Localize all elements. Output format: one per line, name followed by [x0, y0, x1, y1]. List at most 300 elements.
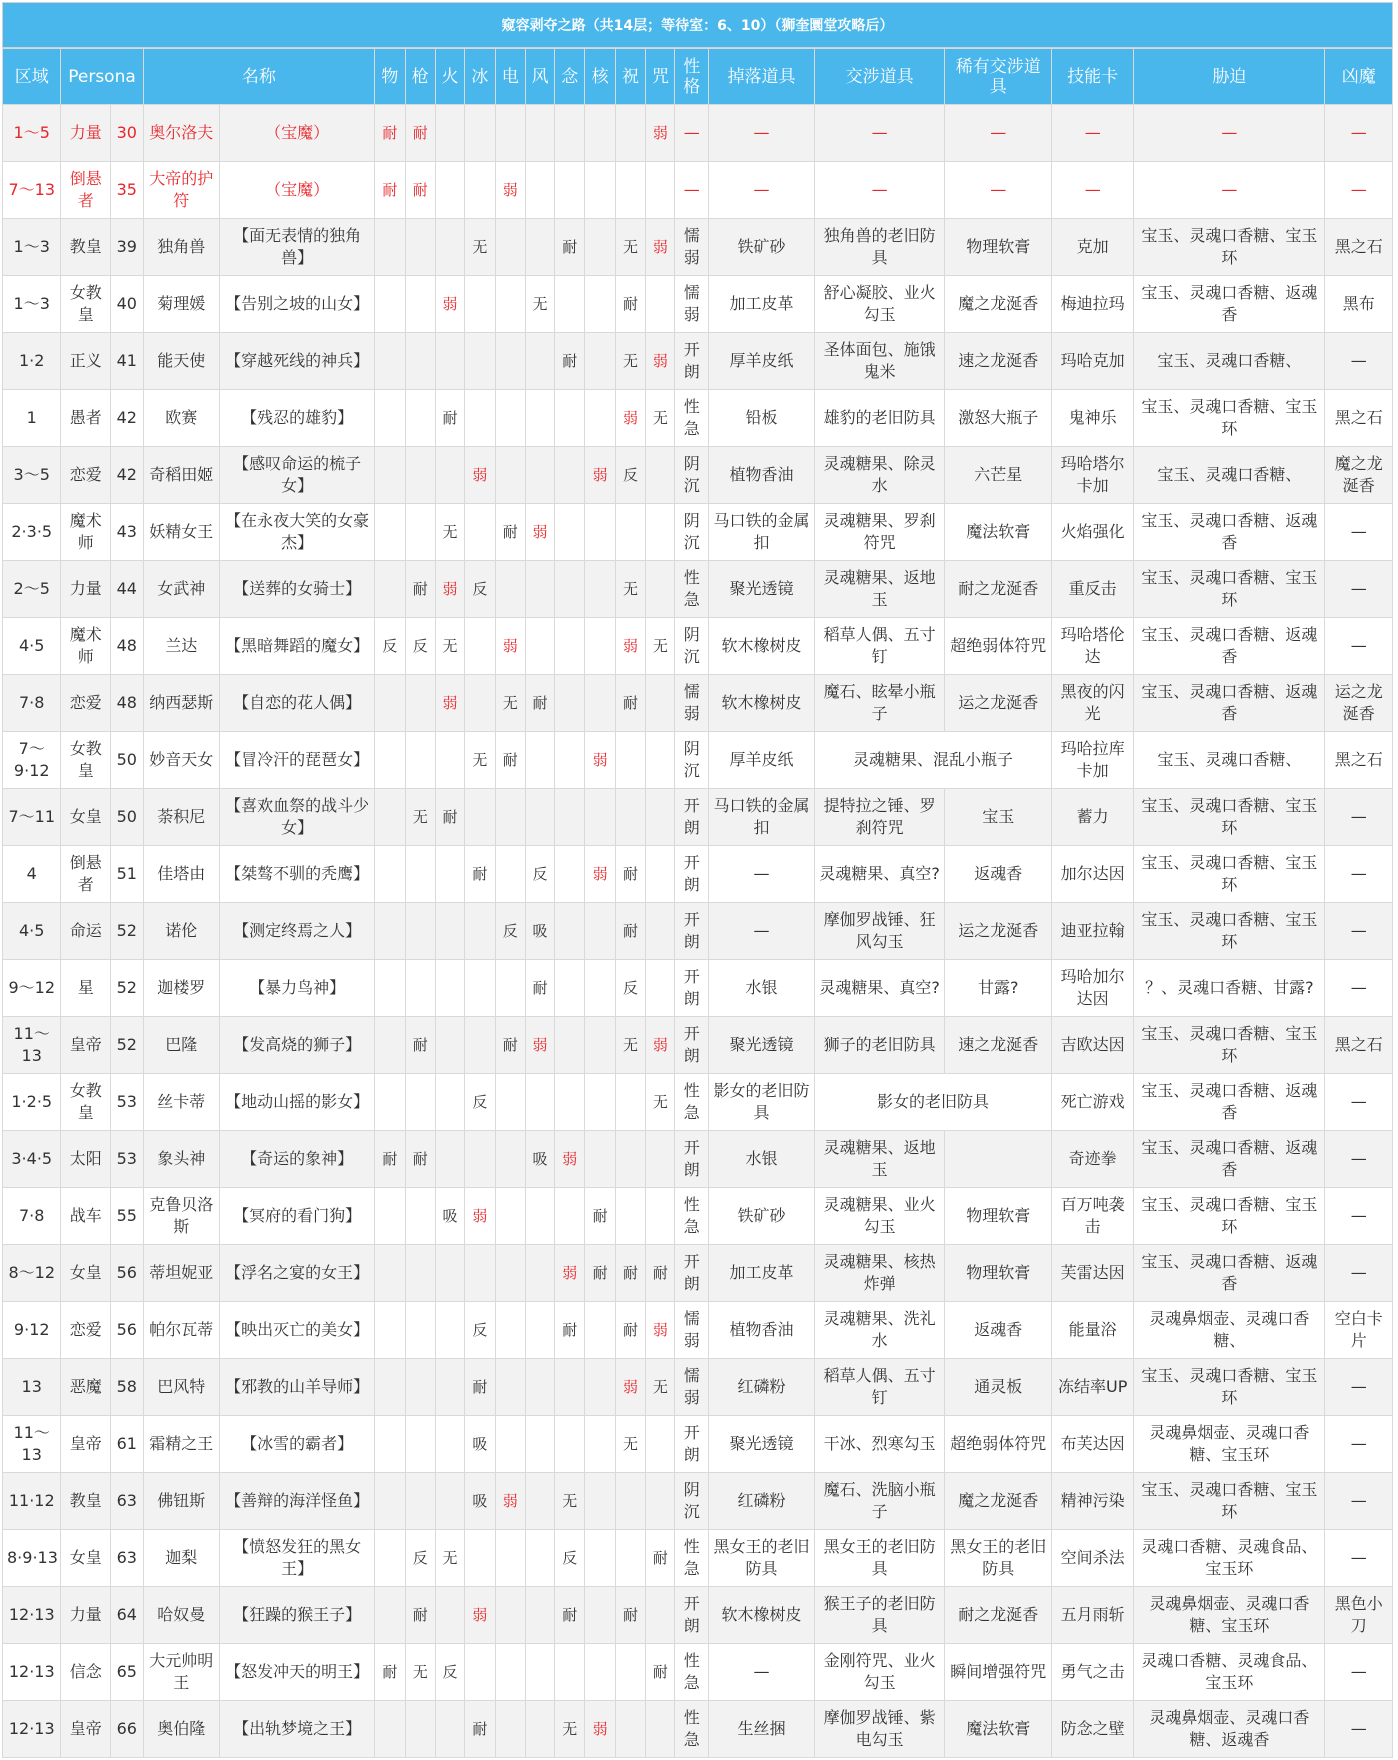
cell-drop: — [709, 162, 815, 219]
cell-wind [525, 1644, 554, 1701]
cell-demon: — [1325, 1416, 1393, 1473]
cell-area: 12·13 [3, 1587, 61, 1644]
cell-persona: 蒂坦妮亚 [143, 1245, 219, 1302]
cell-persona: 妖精女王 [143, 504, 219, 561]
cell-threat: 灵魂鼻烟壶、灵魂口香糖、返魂香 [1134, 1701, 1325, 1758]
cell-arcana: 魔术师 [61, 618, 110, 675]
cell-temper: 懦弱 [675, 675, 709, 732]
cell-phys [375, 1701, 405, 1758]
cell-ice [465, 789, 495, 846]
cell-skill: 黑夜的闪光 [1052, 675, 1134, 732]
cell-demon: — [1325, 162, 1393, 219]
cell-fire [435, 846, 464, 903]
cell-drop: — [709, 903, 815, 960]
cell-arcana: 倒悬者 [61, 846, 110, 903]
cell-elec [495, 105, 525, 162]
cell-level: 56 [110, 1302, 143, 1359]
cell-threat: 宝玉、灵魂口香糖、返魂香 [1134, 618, 1325, 675]
cell-gun [405, 447, 435, 504]
cell-drop: 影女的老旧防具 [709, 1074, 815, 1131]
cell-temper: 性急 [675, 1530, 709, 1587]
cell-rare: — [945, 162, 1052, 219]
cell-temper: 开朗 [675, 333, 709, 390]
cell-threat: 宝玉、灵魂口香糖、 [1134, 333, 1325, 390]
cell-phys [375, 846, 405, 903]
cell-nuke [585, 162, 615, 219]
cell-psy [555, 1644, 585, 1701]
cell-psy [555, 789, 585, 846]
cell-level: 58 [110, 1359, 143, 1416]
cell-ice [465, 960, 495, 1017]
cell-arcana: 皇帝 [61, 1701, 110, 1758]
cell-psy [555, 675, 585, 732]
cell-ice: 反 [465, 561, 495, 618]
cell-phys [375, 276, 405, 333]
cell-name: 【喜欢血祭的战斗少女】 [220, 789, 375, 846]
cell-nuke [585, 789, 615, 846]
cell-nuke [585, 504, 615, 561]
cell-elec [495, 276, 525, 333]
cell-arcana: 正义 [61, 333, 110, 390]
cell-nego: 灵魂糖果、混乱小瓶子 [814, 732, 1051, 789]
cell-skill: 死亡游戏 [1052, 1074, 1134, 1131]
cell-rare: 速之龙涎香 [945, 1017, 1052, 1074]
cell-gun [405, 333, 435, 390]
cell-psy [555, 1188, 585, 1245]
cell-temper: 懦弱 [675, 219, 709, 276]
cell-demon: — [1325, 846, 1393, 903]
cell-level: 61 [110, 1416, 143, 1473]
cell-level: 63 [110, 1473, 143, 1530]
cell-persona: 诺伦 [143, 903, 219, 960]
cell-demon: — [1325, 1074, 1393, 1131]
cell-persona: 能天使 [143, 333, 219, 390]
cell-phys [375, 1188, 405, 1245]
cell-rare: 超绝弱体符咒 [945, 618, 1052, 675]
cell-name: 【映出灭亡的美女】 [220, 1302, 375, 1359]
cell-nego: 灵魂糖果、返地玉 [814, 561, 944, 618]
cell-name: 【怒发冲天的明王】 [220, 1644, 375, 1701]
cell-demon: — [1325, 1245, 1393, 1302]
cell-rare: 物理软膏 [945, 219, 1052, 276]
cell-name: 【穿越死线的神兵】 [220, 333, 375, 390]
cell-level: 53 [110, 1074, 143, 1131]
cell-persona: 女武神 [143, 561, 219, 618]
cell-demon: — [1325, 960, 1393, 1017]
table-row [3, 333, 1393, 390]
cell-arcana: 教皇 [61, 219, 110, 276]
cell-skill: 勇气之击 [1052, 1644, 1134, 1701]
cell-bless: 耐 [615, 903, 645, 960]
cell-demon: 黑之石 [1325, 390, 1393, 447]
cell-persona: 象头神 [143, 1131, 219, 1188]
cell-elec: 无 [495, 675, 525, 732]
table-row [3, 105, 1393, 162]
cell-fire [435, 1017, 464, 1074]
cell-curse: 弱 [646, 105, 675, 162]
cell-wind [525, 1359, 554, 1416]
cell-persona: 迦楼罗 [143, 960, 219, 1017]
cell-curse [646, 960, 675, 1017]
cell-rare: 魔之龙涎香 [945, 1473, 1052, 1530]
cell-level: 50 [110, 732, 143, 789]
cell-fire [435, 1131, 464, 1188]
cell-threat: — [1134, 162, 1325, 219]
cell-rare: — [945, 105, 1052, 162]
cell-drop: 水银 [709, 960, 815, 1017]
cell-persona: 奥尔洛夫 [143, 105, 219, 162]
cell-drop: 加工皮革 [709, 276, 815, 333]
cell-ice [465, 903, 495, 960]
cell-name: 【在永夜大笑的女豪杰】 [220, 504, 375, 561]
header-name: 名称 [143, 49, 375, 105]
cell-wind [525, 789, 554, 846]
cell-name: （宝魔） [220, 105, 375, 162]
cell-level: 66 [110, 1701, 143, 1758]
cell-temper: 性急 [675, 1188, 709, 1245]
cell-nego: 雄豹的老旧防具 [814, 390, 944, 447]
cell-temper: 开朗 [675, 1131, 709, 1188]
cell-rare: 激怒大瓶子 [945, 390, 1052, 447]
cell-elec: 耐 [495, 732, 525, 789]
cell-nuke [585, 1017, 615, 1074]
cell-area: 1·2·5 [3, 1074, 61, 1131]
cell-nego: 舒心凝胶、业火勾玉 [814, 276, 944, 333]
cell-psy: 弱 [555, 1245, 585, 1302]
cell-temper: 性急 [675, 1701, 709, 1758]
cell-phys [375, 903, 405, 960]
cell-threat: 宝玉、灵魂口香糖、返魂香 [1134, 276, 1325, 333]
cell-ice [465, 618, 495, 675]
cell-drop: 铁矿砂 [709, 1188, 815, 1245]
cell-threat: 宝玉、灵魂口香糖、 [1134, 732, 1325, 789]
cell-skill: 玛哈克加 [1052, 333, 1134, 390]
cell-area: 1～3 [3, 276, 61, 333]
cell-elec [495, 960, 525, 1017]
header-psy: 念 [555, 49, 585, 105]
cell-skill: 芙雷达因 [1052, 1245, 1134, 1302]
cell-nuke [585, 219, 615, 276]
table-row [3, 219, 1393, 276]
cell-ice [465, 1530, 495, 1587]
cell-temper: 开朗 [675, 1587, 709, 1644]
cell-fire: 无 [435, 618, 464, 675]
cell-arcana: 魔术师 [61, 504, 110, 561]
cell-temper: 开朗 [675, 846, 709, 903]
cell-psy [555, 561, 585, 618]
cell-elec [495, 1701, 525, 1758]
cell-area: 8～12 [3, 1245, 61, 1302]
cell-gun [405, 1701, 435, 1758]
cell-curse [646, 846, 675, 903]
cell-demon: 空白卡片 [1325, 1302, 1393, 1359]
cell-fire [435, 1359, 464, 1416]
cell-gun [405, 1245, 435, 1302]
cell-skill: 重反击 [1052, 561, 1134, 618]
cell-persona: 大帝的护符 [143, 162, 219, 219]
cell-fire [435, 732, 464, 789]
cell-bless: 耐 [615, 276, 645, 333]
cell-ice [465, 162, 495, 219]
cell-skill: 鬼神乐 [1052, 390, 1134, 447]
cell-drop: 铁矿砂 [709, 219, 815, 276]
cell-ice: 吸 [465, 1473, 495, 1530]
cell-gun: 反 [405, 1530, 435, 1587]
cell-level: 48 [110, 675, 143, 732]
cell-drop: 黑女王的老旧防具 [709, 1530, 815, 1587]
cell-temper: 阴沉 [675, 618, 709, 675]
cell-wind [525, 1416, 554, 1473]
cell-arcana: 皇帝 [61, 1416, 110, 1473]
cell-ice: 反 [465, 1302, 495, 1359]
cell-level: 41 [110, 333, 143, 390]
cell-nuke [585, 1473, 615, 1530]
cell-curse [646, 675, 675, 732]
cell-curse [646, 1473, 675, 1530]
cell-temper: 阴沉 [675, 732, 709, 789]
cell-psy: 无 [555, 1473, 585, 1530]
cell-arcana: 女教皇 [61, 276, 110, 333]
header-elec: 电 [495, 49, 525, 105]
cell-wind [525, 1473, 554, 1530]
cell-area: 1～5 [3, 105, 61, 162]
cell-bless: 反 [615, 447, 645, 504]
cell-drop: 马口铁的金属扣 [709, 504, 815, 561]
cell-nego: 灵魂糖果、真空? [814, 960, 944, 1017]
cell-bless: 弱 [615, 618, 645, 675]
cell-curse [646, 903, 675, 960]
cell-temper: 开朗 [675, 1245, 709, 1302]
cell-psy: 耐 [555, 1587, 585, 1644]
cell-drop: 植物香油 [709, 1302, 815, 1359]
cell-temper: — [675, 105, 709, 162]
cell-psy [555, 504, 585, 561]
cell-phys [375, 219, 405, 276]
cell-area: 11～13 [3, 1416, 61, 1473]
cell-nuke [585, 675, 615, 732]
cell-phys [375, 1017, 405, 1074]
cell-ice: 弱 [465, 1587, 495, 1644]
cell-persona: 霜精之王 [143, 1416, 219, 1473]
cell-bless: 弱 [615, 1359, 645, 1416]
cell-curse: 耐 [646, 1245, 675, 1302]
cell-rare: 黑女王的老旧防具 [945, 1530, 1052, 1587]
cell-curse: 无 [646, 618, 675, 675]
cell-fire [435, 960, 464, 1017]
cell-level: 56 [110, 1245, 143, 1302]
cell-ice [465, 390, 495, 447]
cell-curse [646, 1587, 675, 1644]
cell-arcana: 力量 [61, 561, 110, 618]
cell-drop: 聚光透镜 [709, 1017, 815, 1074]
cell-ice: 无 [465, 219, 495, 276]
cell-curse [646, 276, 675, 333]
cell-demon: — [1325, 903, 1393, 960]
cell-nego: 猴王子的老旧防具 [814, 1587, 944, 1644]
header-ice: 冰 [465, 49, 495, 105]
cell-elec: 反 [495, 903, 525, 960]
cell-name: 【告别之坡的山女】 [220, 276, 375, 333]
cell-area: 1～3 [3, 219, 61, 276]
cell-nego: 金刚符咒、业火勾玉 [814, 1644, 944, 1701]
cell-bless: 耐 [615, 1302, 645, 1359]
page [2, 2, 1393, 1758]
cell-threat: 宝玉、灵魂口香糖、返魂香 [1134, 675, 1325, 732]
cell-arcana: 愚者 [61, 390, 110, 447]
cell-psy: 弱 [555, 1131, 585, 1188]
cell-nego: 提特拉之锤、罗刹符咒 [814, 789, 944, 846]
cell-persona: 奥伯隆 [143, 1701, 219, 1758]
cell-area: 7～9·12 [3, 732, 61, 789]
cell-ice: 弱 [465, 1188, 495, 1245]
cell-persona: 巴风特 [143, 1359, 219, 1416]
cell-bless: 无 [615, 219, 645, 276]
cell-rare: 六芒星 [945, 447, 1052, 504]
cell-elec [495, 1074, 525, 1131]
cell-gun: 无 [405, 1644, 435, 1701]
cell-bless [615, 732, 645, 789]
cell-nuke: 弱 [585, 447, 615, 504]
cell-skill: 玛哈塔伦达 [1052, 618, 1134, 675]
table-row [3, 162, 1393, 219]
cell-curse: 无 [646, 1359, 675, 1416]
cell-nuke [585, 276, 615, 333]
cell-demon: — [1325, 1473, 1393, 1530]
cell-rare: 返魂香 [945, 846, 1052, 903]
cell-elec [495, 1587, 525, 1644]
cell-bless: 耐 [615, 675, 645, 732]
cell-nuke: 耐 [585, 1188, 615, 1245]
cell-skill: 克加 [1052, 219, 1134, 276]
cell-elec [495, 789, 525, 846]
cell-elec [495, 1530, 525, 1587]
cell-curse [646, 1701, 675, 1758]
cell-threat: ？、灵魂口香糖、甘露? [1134, 960, 1325, 1017]
cell-demon: — [1325, 1701, 1393, 1758]
cell-threat: 宝玉、灵魂口香糖、宝玉环 [1134, 390, 1325, 447]
cell-gun [405, 219, 435, 276]
cell-nuke [585, 1302, 615, 1359]
cell-psy [555, 1017, 585, 1074]
cell-level: 35 [110, 162, 143, 219]
cell-name: 【邪教的山羊导师】 [220, 1359, 375, 1416]
header-phys: 物 [375, 49, 405, 105]
cell-threat: 灵魂鼻烟壶、灵魂口香糖、宝玉环 [1134, 1416, 1325, 1473]
cell-wind [525, 1074, 554, 1131]
cell-psy [555, 618, 585, 675]
cell-nuke [585, 1530, 615, 1587]
cell-area: 4·5 [3, 618, 61, 675]
cell-nego: 魔石、眩晕小瓶子 [814, 675, 944, 732]
cell-psy [555, 732, 585, 789]
cell-skill: 百万吨袭击 [1052, 1188, 1134, 1245]
cell-area: 7～11 [3, 789, 61, 846]
header-rare: 稀有交涉道具 [945, 49, 1052, 105]
cell-nuke [585, 618, 615, 675]
cell-phys [375, 789, 405, 846]
cell-arcana: 女皇 [61, 1530, 110, 1587]
cell-level: 30 [110, 105, 143, 162]
cell-drop: 红磷粉 [709, 1473, 815, 1530]
cell-elec [495, 1302, 525, 1359]
persona-table [2, 48, 1393, 1758]
cell-rare: 通灵板 [945, 1359, 1052, 1416]
cell-demon: — [1325, 1644, 1393, 1701]
cell-arcana: 力量 [61, 105, 110, 162]
cell-nuke: 耐 [585, 1245, 615, 1302]
cell-gun [405, 960, 435, 1017]
cell-threat: 灵魂鼻烟壶、灵魂口香糖、宝玉环 [1134, 1587, 1325, 1644]
cell-phys: 耐 [375, 105, 405, 162]
cell-demon: 黑色小刀 [1325, 1587, 1393, 1644]
cell-threat: 宝玉、灵魂口香糖、宝玉环 [1134, 1188, 1325, 1245]
cell-psy: 耐 [555, 219, 585, 276]
cell-phys [375, 1074, 405, 1131]
cell-demon: — [1325, 789, 1393, 846]
table-row [3, 789, 1393, 846]
table-row [3, 1359, 1393, 1416]
cell-fire [435, 219, 464, 276]
cell-name: 【奇运的象神】 [220, 1131, 375, 1188]
cell-gun [405, 390, 435, 447]
cell-level: 51 [110, 846, 143, 903]
cell-nego: 灵魂糖果、洗礼水 [814, 1302, 944, 1359]
cell-area: 11·12 [3, 1473, 61, 1530]
cell-rare: 甘露? [945, 960, 1052, 1017]
cell-skill: 吉欧达因 [1052, 1017, 1134, 1074]
cell-area: 7·8 [3, 1188, 61, 1245]
cell-temper: 性急 [675, 390, 709, 447]
cell-ice: 耐 [465, 1701, 495, 1758]
cell-skill: 精神污染 [1052, 1473, 1134, 1530]
cell-name: 【出轨梦境之王】 [220, 1701, 375, 1758]
cell-skill: 空间杀法 [1052, 1530, 1134, 1587]
cell-drop: 聚光透镜 [709, 561, 815, 618]
header-persona: Persona [61, 49, 143, 105]
cell-temper: 阴沉 [675, 447, 709, 504]
table-row [3, 1644, 1393, 1701]
cell-name: 【地动山摇的影女】 [220, 1074, 375, 1131]
cell-threat: 宝玉、灵魂口香糖、返魂香 [1134, 1131, 1325, 1188]
cell-psy [555, 1359, 585, 1416]
table-row [3, 1188, 1393, 1245]
cell-threat: 宝玉、灵魂口香糖、宝玉环 [1134, 903, 1325, 960]
cell-phys: 耐 [375, 162, 405, 219]
cell-level: 65 [110, 1644, 143, 1701]
cell-wind: 吸 [525, 903, 554, 960]
header-nego: 交涉道具 [814, 49, 944, 105]
cell-name: 【冒冷汗的琵琶女】 [220, 732, 375, 789]
cell-psy: 反 [555, 1530, 585, 1587]
cell-persona: 巴隆 [143, 1017, 219, 1074]
cell-elec [495, 561, 525, 618]
cell-phys [375, 561, 405, 618]
cell-persona: 妙音天女 [143, 732, 219, 789]
header-row [3, 49, 1393, 105]
cell-drop: 铅板 [709, 390, 815, 447]
cell-arcana: 命运 [61, 903, 110, 960]
cell-fire [435, 162, 464, 219]
table-row [3, 1416, 1393, 1473]
cell-ice [465, 675, 495, 732]
cell-psy: 无 [555, 1701, 585, 1758]
cell-fire [435, 333, 464, 390]
cell-wind: 弱 [525, 504, 554, 561]
cell-psy [555, 390, 585, 447]
cell-skill: 加尔达因 [1052, 846, 1134, 903]
cell-nuke [585, 1131, 615, 1188]
cell-name: 【冰雪的霸者】 [220, 1416, 375, 1473]
